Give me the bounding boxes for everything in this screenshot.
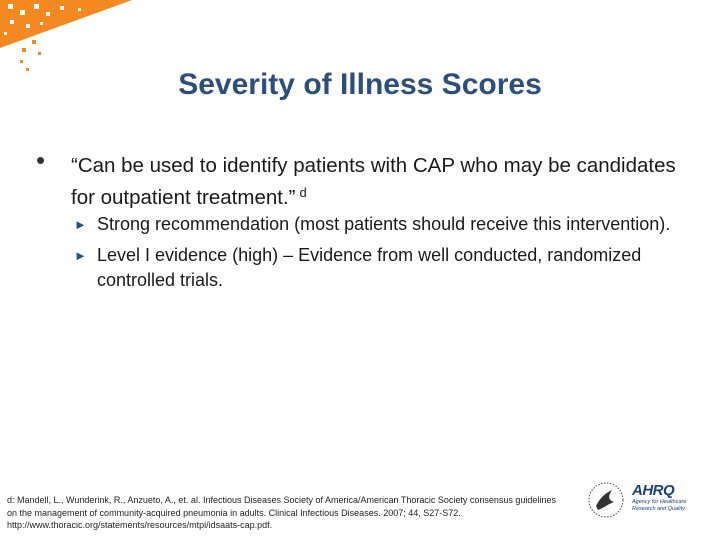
footnote-ref: d (299, 185, 307, 200)
sub-bullet-list (74, 212, 684, 299)
slide-title: Severity of Illness Scores (178, 68, 542, 101)
sub-bullet-text: Strong recommendation (most patients should receive this intervention). (97, 214, 671, 234)
sub-bullet (74, 212, 684, 237)
sub-bullet (74, 243, 684, 293)
sub-bullet-text: Level I evidence (high) – Evidence from well conducted, randomized controlled trials. (97, 245, 642, 290)
bullet-marker: • (36, 145, 46, 175)
triangle-bullet-icon: ► (74, 248, 87, 263)
logo-area (586, 478, 716, 528)
main-bullet (71, 152, 691, 211)
ahrq-tagline: Agency for Healthcare Research and Quality (632, 499, 687, 512)
main-bullet-text: “Can be used to identify patients with CAP who may be candidates for outpatient treatment.” (71, 154, 676, 209)
ahrq-logo (632, 482, 702, 512)
ahrq-wordmark: AHRQ (632, 482, 675, 499)
hhs-eagle-logo-icon (586, 480, 626, 520)
footnote: d: Mandell, L., Wunderink, R., Anzueto, A., et. al. Infectious Diseases Society of America/American Thoracic Society consensus guidelines on the management of community-acquired pneumonia in adults. Clinical Infectious Diseases. 2007; 44, S27-S72. http://www.thoracic.org/statements/resources/mtpi/idsaats-cap.pdf. (7, 495, 556, 530)
triangle-bullet-icon: ► (74, 217, 87, 232)
